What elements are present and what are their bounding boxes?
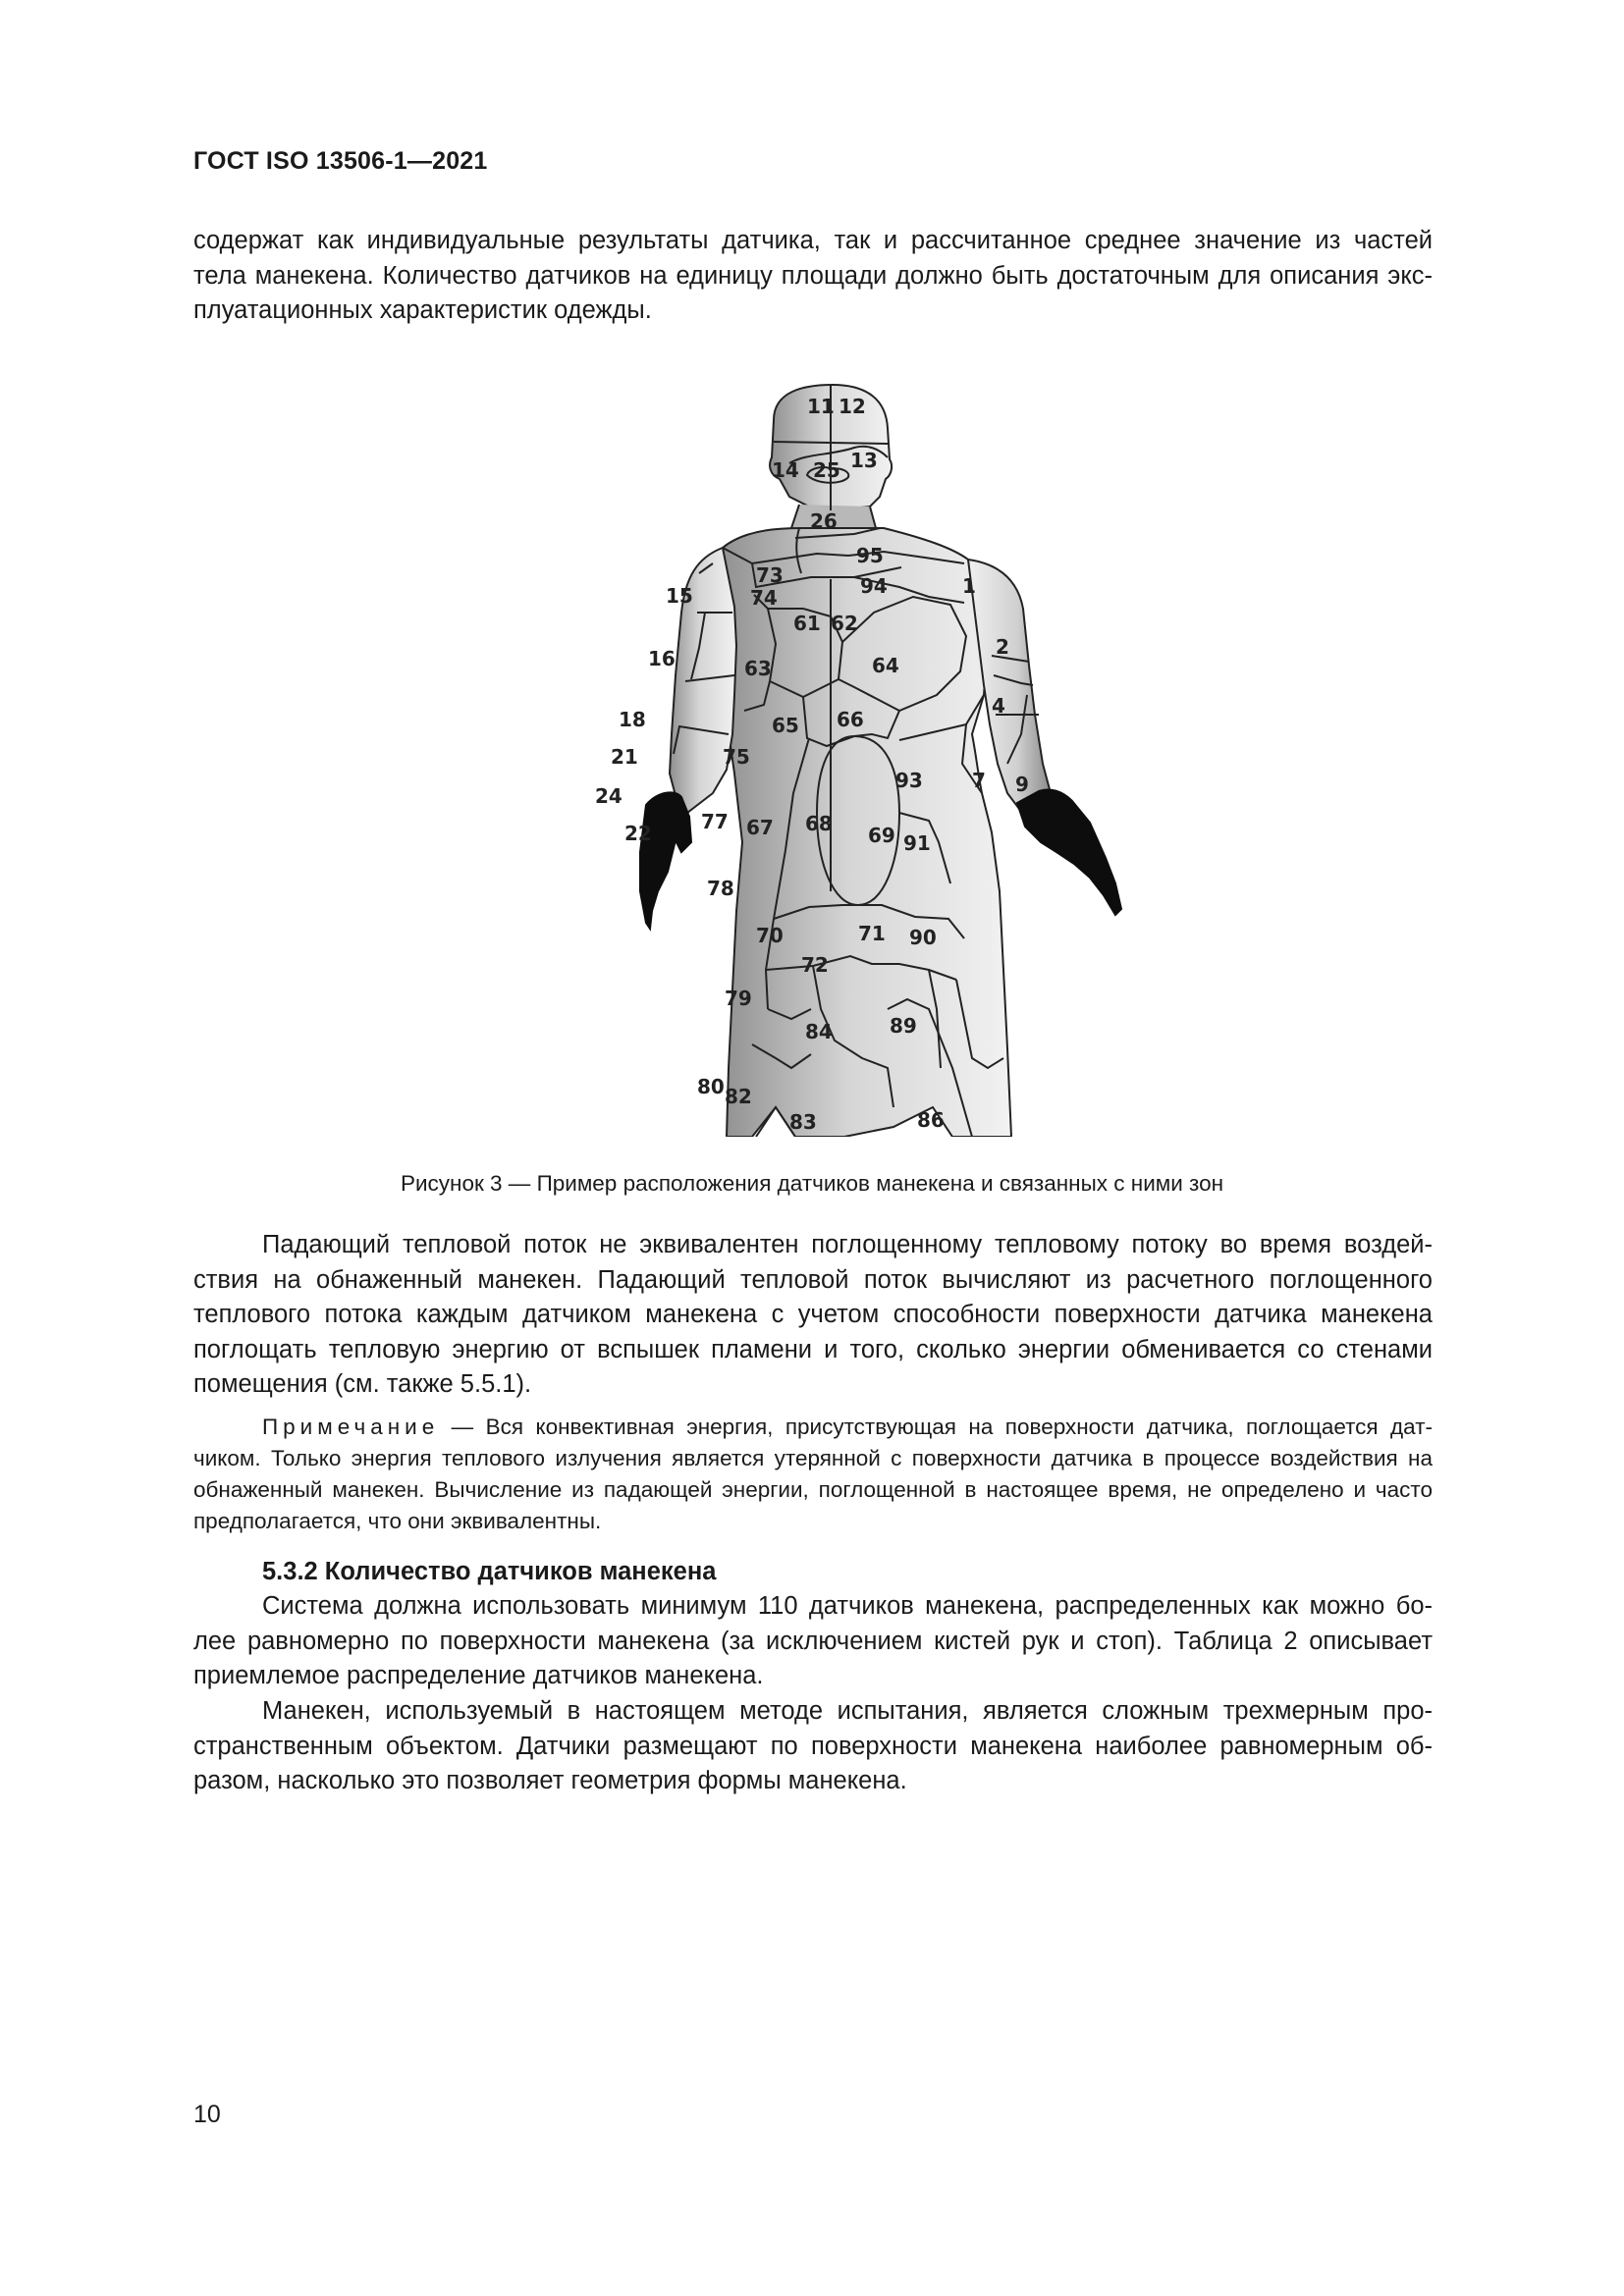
zone-label: 78 (707, 877, 734, 900)
zone-label: 9 (1015, 773, 1029, 796)
note-label: Примечание (262, 1415, 440, 1439)
section-heading: 5.3.2 Количество датчиков манекена (262, 1558, 717, 1585)
zone-label: 82 (725, 1085, 752, 1108)
text-line: Падающий тепловой поток не эквивалентен поглощенному тепловому потоку во время воздей- (262, 1231, 1433, 1258)
zone-label: 94 (860, 574, 888, 598)
zone-label: 74 (750, 586, 778, 610)
note-first-line (193, 1412, 1433, 1443)
zone-label: 68 (805, 812, 833, 835)
zone-label: 95 (856, 544, 884, 567)
zone-label: 25 (813, 458, 840, 482)
section-paragraph-1 (193, 1589, 1433, 1694)
note-text: — Вся конвективная энергия, присутствующая на поверхности датчика, поглощается дат- (439, 1415, 1433, 1439)
zone-label: 89 (890, 1014, 917, 1038)
text-line: плуатационных характеристик одежды. (193, 296, 652, 324)
zone-label: 26 (810, 509, 838, 533)
zone-label: 13 (850, 449, 878, 472)
section-paragraph-2 (193, 1694, 1433, 1799)
zone-label: 77 (701, 810, 729, 833)
zone-label: 18 (619, 708, 646, 731)
zone-label: 63 (744, 657, 772, 680)
zone-label: 62 (831, 612, 858, 635)
text-line: чиком. Только энергия теплового излучения является утерянной с поверхности датчика в процессе воздействия на (193, 1446, 1433, 1470)
text-line: помещения (см. также 5.5.1). (193, 1370, 532, 1398)
zone-label: 65 (772, 714, 799, 737)
text-line: тела манекена. Количество датчиков на единицу площади должно быть достаточным для описания экс- (193, 261, 1433, 290)
zone-label: 79 (725, 987, 752, 1010)
text-line: разом, насколько это позволяет геометрия формы манекена. (193, 1767, 907, 1794)
page-number: 10 (193, 2101, 221, 2128)
zone-label: 73 (756, 563, 784, 587)
zone-label: 1 (962, 574, 976, 598)
zone-label: 14 (772, 458, 799, 482)
zone-label: 16 (648, 647, 676, 670)
zone-label: 93 (895, 769, 923, 792)
body-paragraph (193, 1228, 1433, 1403)
zone-label: 86 (917, 1108, 945, 1132)
document-header: ГОСТ ISO 13506-1—2021 (193, 147, 488, 175)
zone-label: 67 (746, 816, 774, 839)
zone-label: 70 (756, 924, 784, 947)
text-line: Система должна использовать минимум 110 датчиков манекена, распределенных как можно бо- (262, 1592, 1433, 1620)
mannequin-sensor-zones-drawing (560, 381, 1149, 1137)
zone-label: 22 (624, 822, 652, 845)
text-line: предполагается, что они эквивалентны. (193, 1509, 602, 1533)
zone-label: 2 (996, 635, 1009, 659)
zone-label: 80 (697, 1075, 725, 1098)
zone-label: 75 (723, 745, 750, 769)
note-block (193, 1412, 1433, 1537)
zone-label: 83 (789, 1110, 817, 1134)
zone-label: 90 (909, 926, 937, 949)
zone-label: 84 (805, 1020, 833, 1043)
zone-label: 71 (858, 922, 886, 945)
text-line: обнаженный манекен. Вычисление из падающей энергии, поглощенной в настоящее время, не определено и часто (193, 1477, 1433, 1502)
mannequin-figure (560, 381, 1149, 1137)
zone-label: 24 (595, 784, 623, 808)
text-line: ствия на обнаженный манекен. Падающий тепловой поток вычисляют из расчетного поглощенного (193, 1265, 1433, 1294)
text-line: лее равномерно по поверхности манекена (за исключением кистей рук и стоп). Таблица 2 описывает (193, 1627, 1433, 1655)
zone-label: 72 (801, 953, 829, 977)
zone-label: 91 (903, 831, 931, 855)
text-line: содержат как индивидуальные результаты датчика, так и рассчитанное среднее значение из частей (193, 227, 1433, 254)
text-line: теплового потока каждым датчиком манекена с учетом способности поверхности датчика манекена (193, 1301, 1433, 1328)
text-line: Манекен, используемый в настоящем методе испытания, является сложным трехмерным про- (262, 1697, 1433, 1725)
zone-label: 15 (666, 584, 693, 608)
figure-caption: Рисунок 3 — Пример расположения датчиков манекена и связанных с ними зон (400, 1171, 1224, 1196)
zone-label: 7 (972, 769, 986, 792)
zone-label: 21 (611, 745, 638, 769)
text-line: приемлемое распределение датчиков манекена. (193, 1662, 764, 1689)
zone-label: 12 (839, 395, 866, 418)
intro-paragraph (193, 224, 1433, 329)
text-line: поглощать тепловую энергию от вспышек пламени и того, сколько энергии обменивается со стенами (193, 1335, 1433, 1363)
zone-label: 11 (807, 395, 835, 418)
zone-label: 64 (872, 654, 899, 677)
zone-label: 4 (992, 694, 1005, 718)
text-line: странственным объектом. Датчики размещают по поверхности манекена наиболее равномерным об- (193, 1732, 1433, 1760)
zone-label: 66 (837, 708, 864, 731)
zone-label: 61 (793, 612, 821, 635)
zone-label: 69 (868, 824, 895, 847)
